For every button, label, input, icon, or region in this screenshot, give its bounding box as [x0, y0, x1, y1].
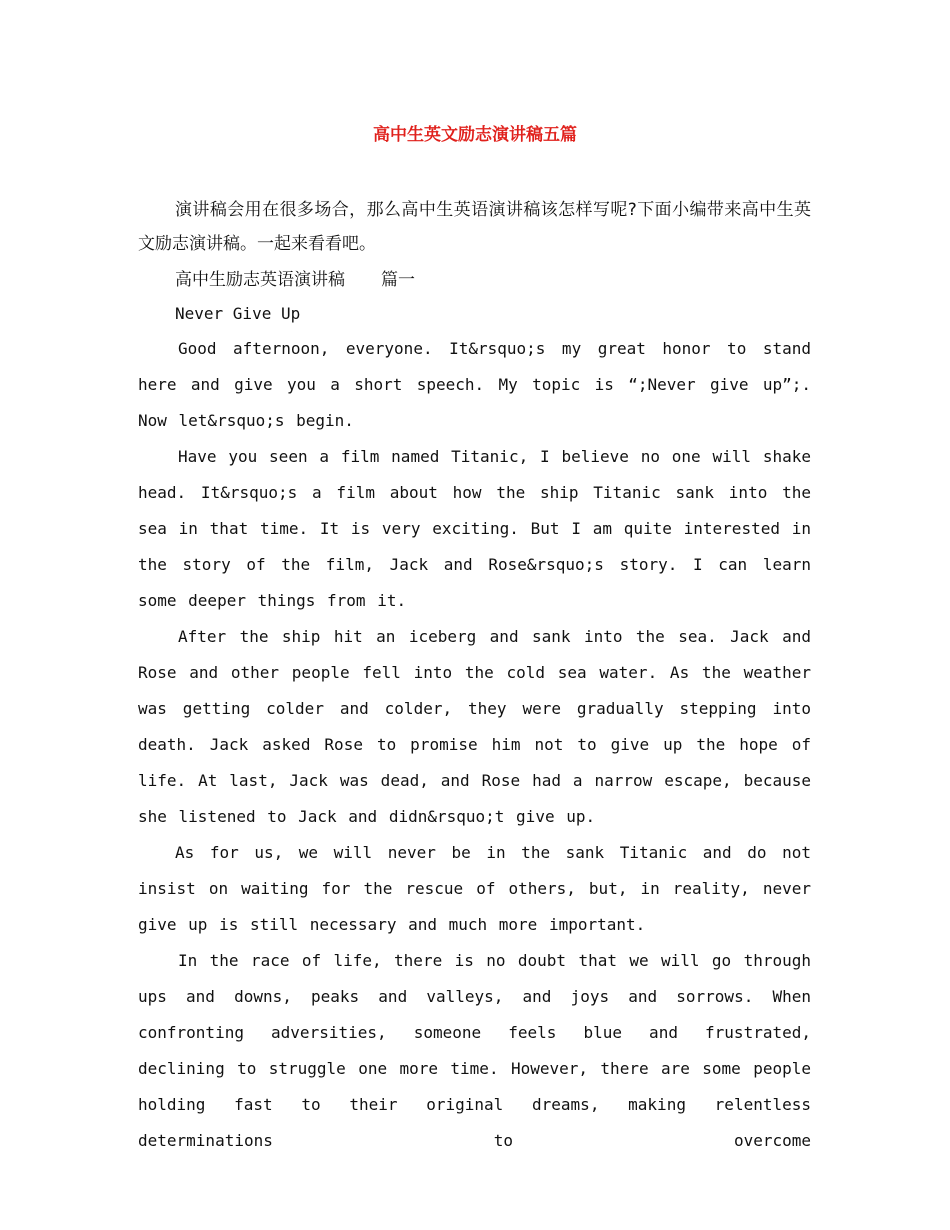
section-number: 篇一: [381, 270, 415, 290]
paragraph: After the ship hit an iceberg and sank into the sea. Jack and Rose and other people fell into the cold sea water. As the weather was getting colder and colder, they were gradually stepping into death. Jack asked Rose to promise him not to give up the hope of life. At last, Jack was dead, and Rose had a narrow escape, because she listened to Jack and didn&rsquo;t give up.: [138, 627, 811, 826]
paragraph: As for us, we will never be in the sank Titanic and do not insist on waiting for the rescue of others, but, in reality, never give up is still necessary and much more important.: [138, 843, 811, 934]
document-title: 高中生英文励志演讲稿五篇: [373, 125, 577, 145]
paragraph: In the race of life, there is no doubt that we will go through ups and downs, peaks and valleys, and joys and sorrows. When confronting adversities, someone feels blue and frustrated, declining to struggle one more time. However, there are some people holding fast to their original dreams, making relentless determinations to overcome: [138, 951, 811, 1150]
paragraph: Good afternoon, everyone. It&rsquo;s my great honor to stand here and give you a short speech. My topic is “;Never give up”;. Now let&rsquo;s begin.: [138, 339, 811, 430]
intro-paragraph: 演讲稿会用在很多场合，那么高中生英语演讲稿该怎样写呢?下面小编带来高中生英文励志演讲稿。一起来看看吧。: [138, 200, 811, 254]
paragraph: Have you seen a film named Titanic, I believe no one will shake head. It&rsquo;s a film about how the ship Titanic sank into the sea in that time. It is very exciting. But I am quite interested in the story of the film, Jack and Rose&rsquo;s story. I can learn some deeper things from it.: [138, 447, 811, 610]
section-heading: [138, 263, 811, 297]
document-body: [138, 193, 811, 1159]
speech-title: Never Give Up: [175, 304, 301, 323]
section-heading-text: 高中生励志英语演讲稿: [175, 270, 345, 290]
